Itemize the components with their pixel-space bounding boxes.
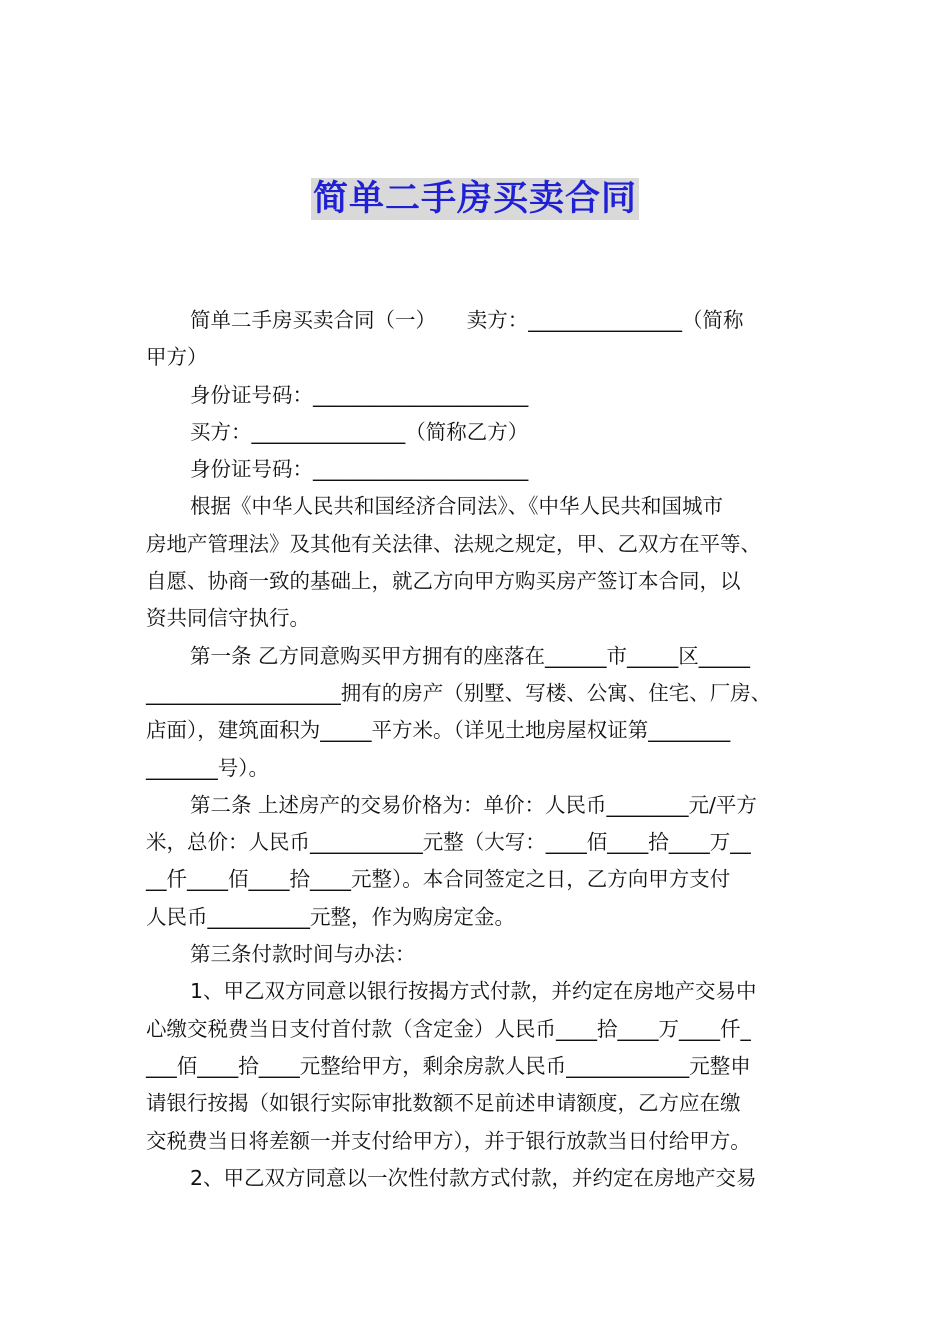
text-line: 资共同信守执行。 [146, 606, 310, 631]
text-line: _______号）。 [146, 755, 269, 780]
text-line: 人民币__________元整，作为购房定金。 [146, 904, 515, 929]
text-line: 第一条 乙方同意购买甲方拥有的座落在______市_____区_____ [190, 643, 751, 668]
text-line: 1、甲乙双方同意以银行按揭方式付款，并约定在房地产交易中 [190, 979, 757, 1004]
text-line: 店面），建筑面积为_____平方米。（详见土地房屋权证第________ [146, 718, 731, 743]
text-line: ___佰____拾____元整给甲方，剩余房款人民币____________元整申 [146, 1053, 751, 1078]
text-line: 身份证号码：_____________________ [190, 457, 529, 482]
text-line: 简单二手房买卖合同（一） 卖方：_______________（简称 [190, 308, 744, 332]
text-line: 买方：_______________（简称乙方） [190, 419, 529, 444]
text-line: 身份证号码：_____________________ [190, 382, 529, 407]
text-line: 2、甲乙双方同意以一次性付款方式付款，并约定在房地产交易 [190, 1165, 757, 1190]
text-line: 第二条 上述房产的交易价格为：单价：人民币________元/平方 [190, 792, 757, 817]
title-container [0, 178, 950, 220]
text-line: ___________________拥有的房产（别墅、写楼、公寓、住宅、厂房、 [146, 680, 772, 705]
text-line: 根据《中华人民共和国经济合同法》、《中华人民共和国城市 [190, 494, 723, 519]
text-line: 交税费当日将差额一并支付给甲方），并于银行放款当日付给甲方。 [146, 1128, 751, 1153]
text-line: 请银行按揭（如银行实际审批数额不足前述申请额度，乙方应在缴 [146, 1091, 741, 1116]
document-body [146, 302, 810, 1197]
text-line: 米，总价：人民币___________元整（大写：____佰____拾____万__ [146, 830, 751, 855]
text-line: 第三条付款时间与办法： [190, 942, 416, 967]
text-line: 房地产管理法》及其他有关法律、法规之规定，甲、乙双方在平等、 [146, 531, 761, 556]
text-line: 心缴交税费当日支付首付款（含定金）人民币____拾____万____仟_ [146, 1016, 751, 1041]
text-line: 自愿、协商一致的基础上，就乙方向甲方购买房产签订本合同，以 [146, 569, 741, 594]
text-line: __仟____佰____拾____元整）。本合同签定之日，乙方向甲方支付 [146, 867, 731, 892]
document-title: 简单二手房买卖合同 [312, 179, 637, 219]
text-line: 甲方） [146, 345, 208, 370]
